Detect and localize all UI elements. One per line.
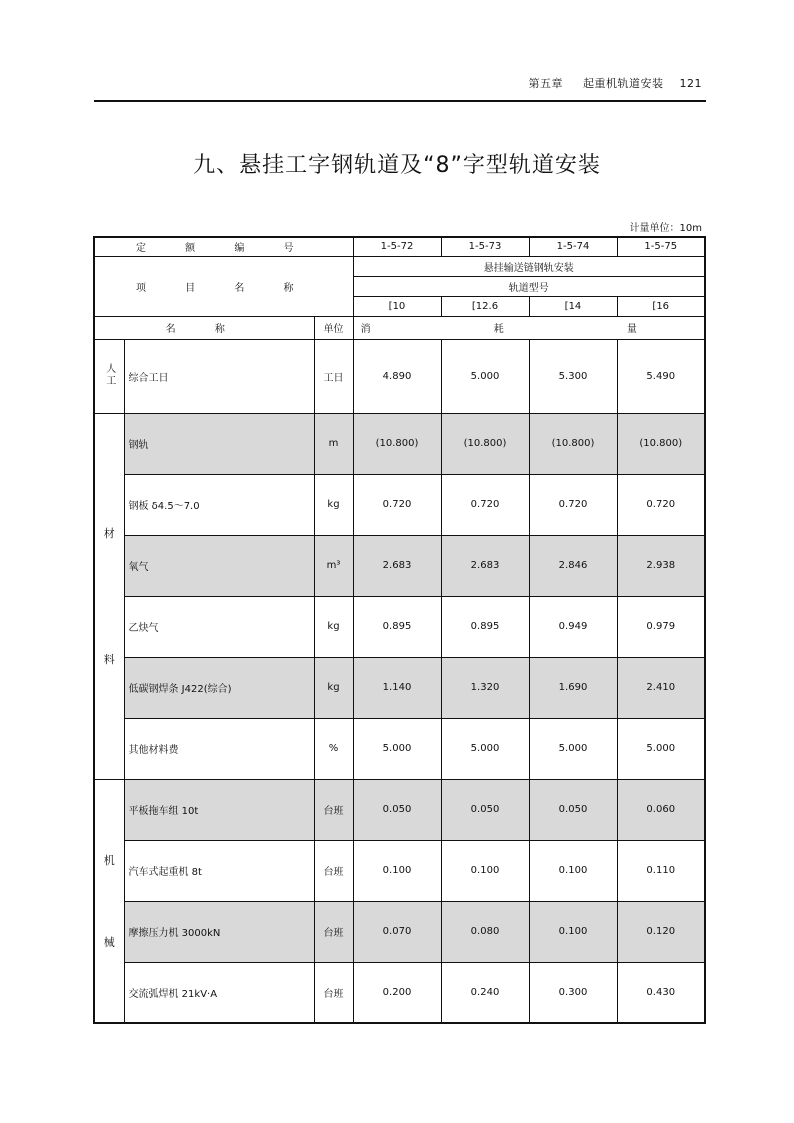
category-material: 材 料 [94,413,124,779]
row-value: 0.240 [441,962,529,1023]
row-value: 2.846 [529,535,617,596]
row-unit: 工日 [314,339,353,413]
row-unit: 台班 [314,779,353,840]
row-unit: kg [314,657,353,718]
row-name: 钢轨 [124,413,314,474]
row-unit: 台班 [314,962,353,1023]
table-row [94,718,705,779]
row-value: (10.800) [441,413,529,474]
row-value: 2.410 [617,657,705,718]
row-value: 0.949 [529,596,617,657]
row-value: 2.683 [441,535,529,596]
row-unit: m [314,413,353,474]
row-value: 2.683 [353,535,441,596]
group-label: 悬挂输送链钢轨安装 [353,256,705,276]
row-value: 0.979 [617,596,705,657]
row-value: 0.100 [529,901,617,962]
column-header-row [94,316,705,339]
table-row [94,596,705,657]
running-header [529,75,702,91]
quota-no-label: 定 额 编 号 [94,237,353,256]
page-number: 121 [679,77,702,90]
code-cell: 1-5-72 [353,237,441,256]
row-value: 5.000 [441,718,529,779]
code-cell: 1-5-74 [529,237,617,256]
model-cell: [16 [617,296,705,316]
model-cell: [14 [529,296,617,316]
row-value: (10.800) [529,413,617,474]
row-name: 氧气 [124,535,314,596]
row-value: 1.320 [441,657,529,718]
row-value: 0.100 [441,840,529,901]
row-unit: kg [314,596,353,657]
row-value: (10.800) [353,413,441,474]
row-name: 汽车式起重机 8t [124,840,314,901]
row-value: 0.720 [617,474,705,535]
row-value: 5.000 [353,718,441,779]
row-value: 0.720 [441,474,529,535]
table-row [94,840,705,901]
code-cell: 1-5-73 [441,237,529,256]
row-value: 0.050 [441,779,529,840]
row-value: 0.080 [441,901,529,962]
row-name: 乙炔气 [124,596,314,657]
row-value: 5.000 [529,718,617,779]
model-cell: [10 [353,296,441,316]
col-consumption-header: 消 耗 量 [353,316,705,339]
row-value: 0.430 [617,962,705,1023]
row-value: 5.000 [441,339,529,413]
table-row [94,962,705,1023]
table-row [94,657,705,718]
model-label: 轨道型号 [353,276,705,296]
table-row [94,901,705,962]
row-value: 5.490 [617,339,705,413]
table-row [94,779,705,840]
category-labor: 人工 [94,339,124,413]
row-value: 5.300 [529,339,617,413]
row-value: 0.120 [617,901,705,962]
row-value: 0.100 [529,840,617,901]
row-value: 0.060 [617,779,705,840]
table-row [94,339,705,413]
category-machine: 机 械 [94,779,124,1023]
row-value: (10.800) [617,413,705,474]
row-name: 低碳钢焊条 J422(综合) [124,657,314,718]
table-row [94,535,705,596]
row-value: 0.110 [617,840,705,901]
item-name-label: 项 目 名 称 [94,256,353,316]
table-row [94,474,705,535]
row-value: 0.720 [353,474,441,535]
row-value: 0.070 [353,901,441,962]
quota-code-row [94,237,705,256]
row-value: 0.720 [529,474,617,535]
row-unit: m³ [314,535,353,596]
row-value: 0.895 [441,596,529,657]
row-value: 0.050 [529,779,617,840]
page-title: 九、悬挂工字钢轨道及“8”字型轨道安装 [193,153,601,178]
chapter-title: 起重机轨道安装 [583,77,664,90]
quota-table [93,236,706,1024]
row-value: 0.895 [353,596,441,657]
row-value: 5.000 [617,718,705,779]
row-name: 交流弧焊机 21kV·A [124,962,314,1023]
header-rule [94,100,706,102]
row-value: 0.300 [529,962,617,1023]
col-name-header: 名 称 [94,316,314,339]
row-unit: % [314,718,353,779]
row-value: 1.690 [529,657,617,718]
chapter-label: 第五章 [528,77,564,90]
col-unit-header: 单位 [314,316,353,339]
row-value: 0.050 [353,779,441,840]
row-unit: 台班 [314,840,353,901]
row-unit: 台班 [314,901,353,962]
code-cell: 1-5-75 [617,237,705,256]
row-unit: kg [314,474,353,535]
model-cell: [12.6 [441,296,529,316]
table-row [94,413,705,474]
row-value: 4.890 [353,339,441,413]
row-value: 0.100 [353,840,441,901]
row-name: 摩擦压力机 3000kN [124,901,314,962]
row-name: 平板拖车组 10t [124,779,314,840]
row-name: 其他材料费 [124,718,314,779]
row-value: 1.140 [353,657,441,718]
row-value: 2.938 [617,535,705,596]
row-name: 钢板 δ4.5～7.0 [124,474,314,535]
row-value: 0.200 [353,962,441,1023]
row-name: 综合工日 [124,339,314,413]
unit-label: 计量单位：10m [629,223,702,234]
